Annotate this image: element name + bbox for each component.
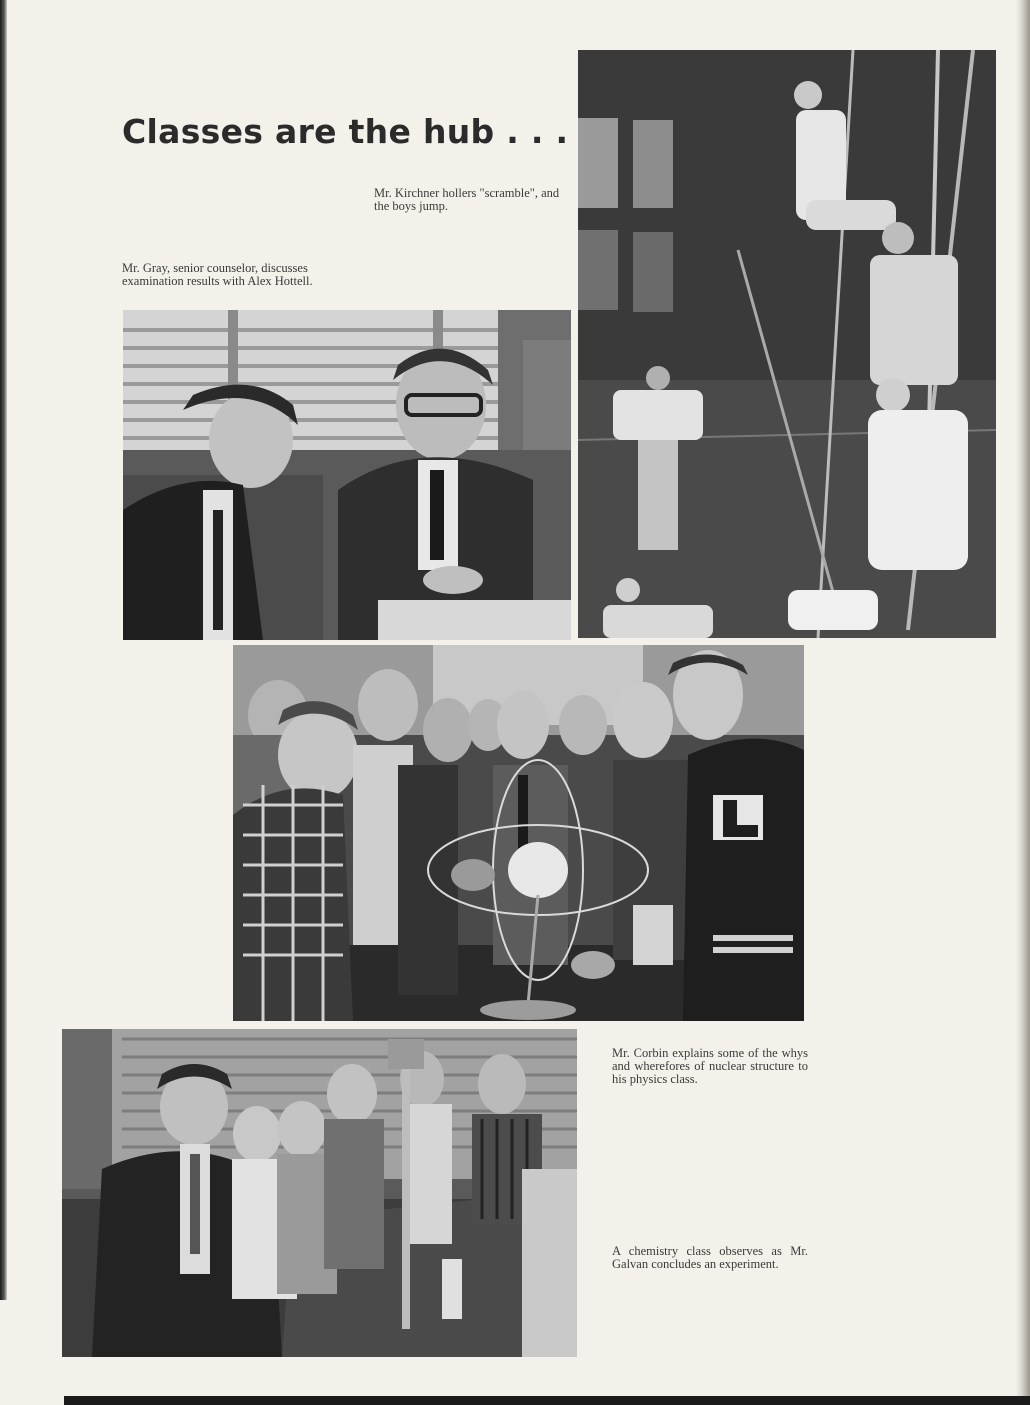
page-right-edge bbox=[1016, 0, 1030, 1405]
bottom-border bbox=[64, 1396, 1030, 1405]
caption-physics: Mr. Corbin explains some of the whys and wherefores of nuclear structure to his physics class. bbox=[612, 1046, 808, 1086]
gym-rope-climb-photo bbox=[578, 50, 996, 638]
page-title: Classes are the hub . . . bbox=[122, 112, 569, 151]
caption-chemistry: A chemistry class observes as Mr. Galvan concludes an experiment. bbox=[612, 1244, 808, 1271]
page-left-edge bbox=[0, 0, 7, 1300]
counselor-meeting-photo bbox=[123, 310, 571, 640]
caption-counselor: Mr. Gray, senior counselor, discusses examination results with Alex Hottell. bbox=[122, 261, 313, 288]
caption-gym: Mr. Kirchner hollers "scramble", and the boys jump. bbox=[374, 186, 560, 213]
physics-class-photo bbox=[233, 645, 804, 1021]
chemistry-class-photo bbox=[62, 1029, 577, 1357]
